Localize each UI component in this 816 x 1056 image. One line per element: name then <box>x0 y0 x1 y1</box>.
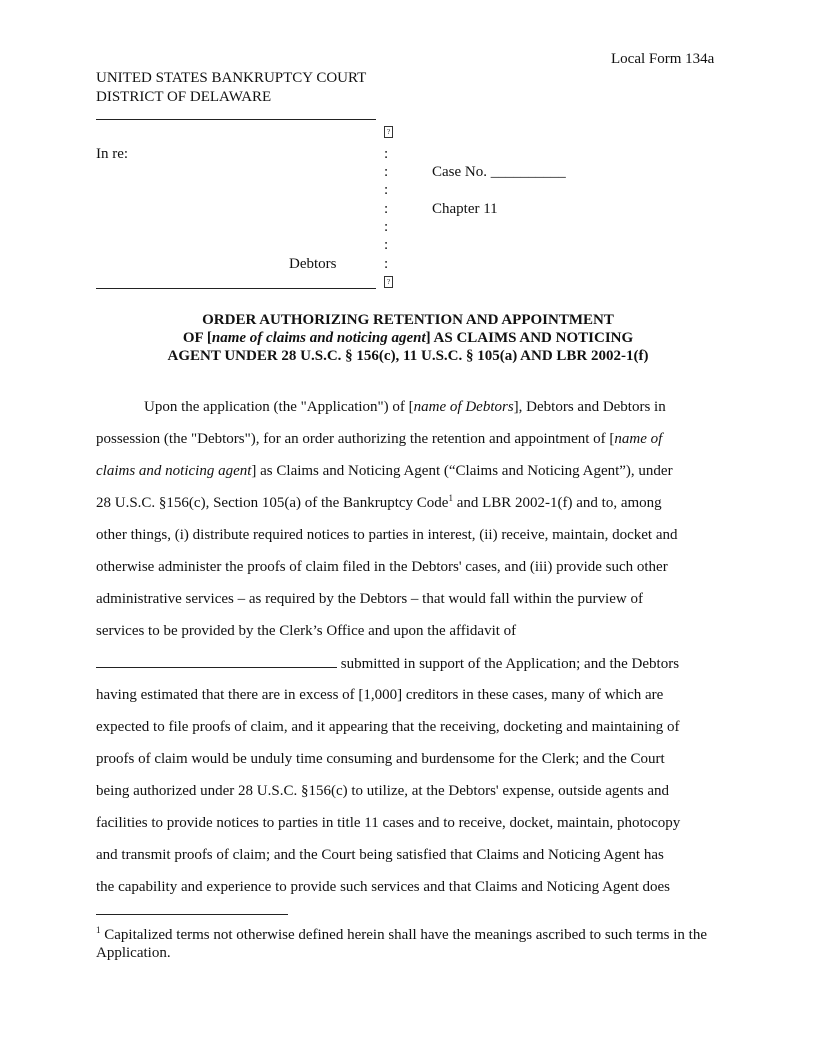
title-text: OF [ <box>182 330 212 346</box>
caption-colon: : <box>384 164 389 180</box>
body-line: the capability and experience to provide such services and that Claims and Noticing Agent does <box>96 879 670 895</box>
body-line <box>96 494 662 512</box>
case-number-label: Case No. __________ <box>432 164 566 180</box>
caption-colon: : <box>384 146 389 162</box>
court-district: DISTRICT OF DELAWARE <box>96 89 272 105</box>
body-line: other things, (i) distribute required notices to parties in interest, (ii) receive, maintain, docket and <box>96 527 678 543</box>
body-line: facilities to provide notices to parties in title 11 cases and to receive, docket, maintain, photocopy <box>96 815 681 831</box>
footnote-separator <box>96 914 288 915</box>
body-placeholder-italic: claims and noticing agent <box>96 463 252 479</box>
body-text: submitted in support of the Application; and the Debtors <box>337 656 680 672</box>
placeholder-box-icon: ? <box>384 276 393 288</box>
footnote-marker: 1 <box>96 925 101 935</box>
body-placeholder-italic: name of Debtors <box>413 399 514 415</box>
caption-colon: : <box>384 219 389 235</box>
body-line <box>96 654 679 673</box>
local-form-label: Local Form 134a <box>611 51 715 67</box>
caption-colon: : <box>384 182 389 198</box>
body-line: proofs of claim would be unduly time consuming and burdensome for the Clerk; and the Court <box>96 751 665 767</box>
caption-colon: : <box>384 237 389 253</box>
order-title-line-1: ORDER AUTHORIZING RETENTION AND APPOINTMENT <box>202 312 614 328</box>
body-line: having estimated that there are in excess of [1,000] creditors in these cases, many of which are <box>96 687 664 703</box>
title-placeholder-italic: name of claims and noticing agent <box>211 330 426 346</box>
order-title-line-2 <box>0 329 816 347</box>
caption-colon: : <box>384 201 389 217</box>
court-name: UNITED STATES BANKRUPTCY COURT <box>96 70 367 86</box>
body-line: otherwise administer the proofs of claim filed in the Debtors' cases, and (iii) provide such other <box>96 559 668 575</box>
body-line <box>96 430 662 448</box>
affiant-name-blank <box>96 654 337 668</box>
body-text: 28 U.S.C. §156(c), Section 105(a) of the Bankruptcy Code <box>96 495 449 511</box>
body-line <box>144 398 666 416</box>
body-text: ] as Claims and Noticing Agent (“Claims and Noticing Agent”), under <box>251 463 673 479</box>
title-text: ] AS CLAIMS AND NOTICING <box>425 330 634 346</box>
debtors-label: Debtors <box>289 256 337 272</box>
body-line: expected to file proofs of claim, and it appearing that the receiving, docketing and maintaining of <box>96 719 680 735</box>
body-placeholder-italic: name of <box>614 431 663 447</box>
placeholder-box-icon: ? <box>384 126 393 138</box>
footnote-text: Capitalized terms not otherwise defined herein shall have the meanings ascribed to such terms in the Application. <box>96 927 707 961</box>
body-text: possession (the "Debtors"), for an order authorizing the retention and appointment of [ <box>96 431 615 447</box>
footnote-reference: 1 <box>448 493 453 503</box>
body-line: services to be provided by the Clerk’s Office and upon the affidavit of <box>96 623 517 639</box>
body-text: ], Debtors and Debtors in <box>513 399 666 415</box>
caption-top-rule <box>96 119 376 120</box>
order-title-line-3: AGENT UNDER 28 U.S.C. § 156(c), 11 U.S.C. § 105(a) AND LBR 2002-1(f) <box>167 348 649 364</box>
chapter-label: Chapter 11 <box>432 201 498 217</box>
body-text: and LBR 2002-1(f) and to, among <box>452 495 662 511</box>
body-text: Upon the application (the "Application") of [ <box>144 399 414 415</box>
footnote <box>96 926 726 962</box>
body-line: being authorized under 28 U.S.C. §156(c) to utilize, at the Debtors' expense, outside agents and <box>96 783 669 799</box>
caption-colon: : <box>384 256 389 272</box>
in-re-label: In re: <box>96 146 129 162</box>
body-line <box>96 462 673 480</box>
body-line: administrative services – as required by the Debtors – that would fall within the purview of <box>96 591 643 607</box>
caption-bottom-rule <box>96 288 376 289</box>
body-line: and transmit proofs of claim; and the Court being satisfied that Claims and Noticing Agent has <box>96 847 664 863</box>
